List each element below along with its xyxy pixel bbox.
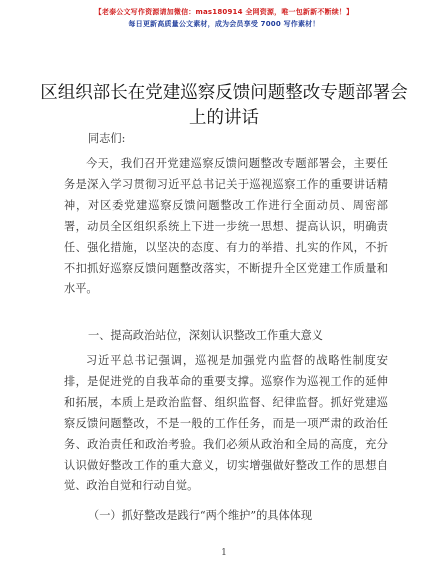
salutation: 同志们: <box>88 132 126 145</box>
section-heading-1: 一、提高政治站位，深刻认识整改工作重大意义 <box>88 329 323 342</box>
header-banner-promo: 【老泰公文写作资源请加微信：mas180914 全网资源，唯一包新新不断续！】 <box>94 8 354 16</box>
paragraph-intro: 今天，我们召开党建巡察反馈问题整改专题部署会，主要任务是深入学习贯彻习近平总书记关于巡视巡察工作的重要讲话精神，对区委党建巡察反馈问题整改工作进行全面动员、周密部署，动员全区组织系统上下进一步统一思想、提高认识，明确责任、强化措施，以坚决的态度、有力的举措、扎实的作风，不折不扣抓好巡察反馈问题整改落实，不断提升全区党建工作质量和水平。 <box>64 157 388 296</box>
page-number: 1 <box>221 548 227 558</box>
paragraph-section-1: 习近平总书记强调，巡视是加强党内监督的战略性制度安排，是促进党的自我革命的重要支撑。巡察作为巡视工作的延伸和拓展，本质上是政治监督、组织监督、纪律监督。抓好党建巡察反馈问题整改，不是一般的工作任务，而是一项严肃的政治任务、政治责任和政治考验。我们必须从政治和全局的高度，充分认识做好整改工作的重大意义，切实增强做好整改工作的思想自觉、政治自觉和行动自觉。 <box>64 354 388 493</box>
header-banner-subtitle: 每日更新高质量公文素材，成为会员享受 7000 写作素材！ <box>128 20 320 28</box>
subsection-heading-1: （一）抓好整改是践行“两个维护”的具体体现 <box>88 509 313 522</box>
document-title: 区组织部长在党建巡察反馈问题整改专题部署会上的讲话 <box>40 83 408 128</box>
